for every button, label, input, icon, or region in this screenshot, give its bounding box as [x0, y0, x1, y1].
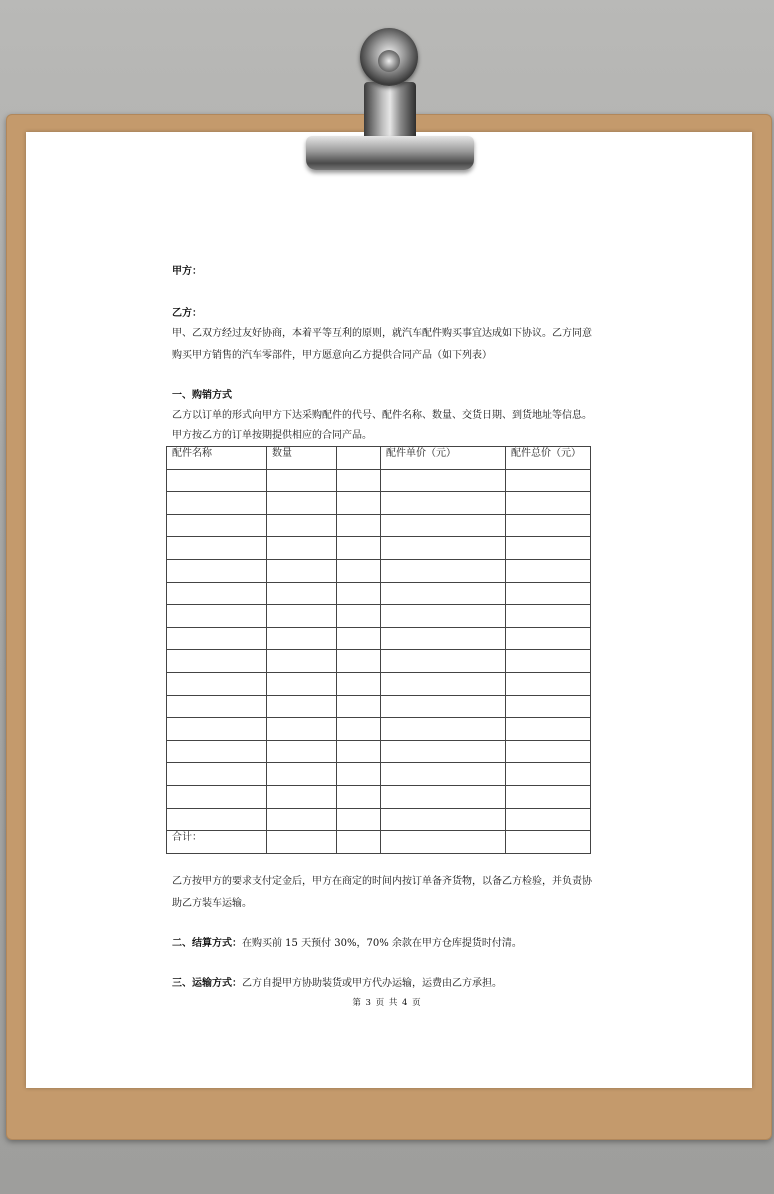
table-cell [337, 763, 381, 786]
table-row [167, 492, 591, 515]
table-cell [267, 559, 337, 582]
table-cell [381, 469, 506, 492]
table-cell [381, 582, 506, 605]
after-table-line-1: 乙方按甲方的要求支付定金后，甲方在商定的时间内按订单备齐货物，以备乙方检验，并负责协 [172, 876, 592, 887]
table-cell [267, 785, 337, 808]
table-row [167, 785, 591, 808]
table-cell [167, 514, 267, 537]
table-cell [381, 785, 506, 808]
table-cell [506, 672, 591, 695]
table-cell [381, 537, 506, 560]
table-cell [337, 650, 381, 673]
table-cell [506, 740, 591, 763]
table-row [167, 740, 591, 763]
table-cell [337, 582, 381, 605]
table-cell [337, 469, 381, 492]
table-cell [167, 650, 267, 673]
table-cell [506, 627, 591, 650]
table-cell [337, 672, 381, 695]
table-cell [337, 831, 381, 854]
table-cell [267, 627, 337, 650]
table-cell [167, 492, 267, 515]
table-row [167, 718, 591, 741]
table-cell [167, 740, 267, 763]
binder-clip [306, 136, 474, 170]
table-row [167, 537, 591, 560]
table-cell [337, 537, 381, 560]
table-row [167, 559, 591, 582]
table-row [167, 605, 591, 628]
header-total-price: 配件总价（元） [506, 447, 591, 470]
header-part-name: 配件名称 [167, 447, 267, 470]
table-cell [337, 492, 381, 515]
table-cell [267, 672, 337, 695]
table-cell [506, 514, 591, 537]
table-cell [337, 627, 381, 650]
table-cell [267, 514, 337, 537]
page-footer: 第 3 页 共 4 页 [352, 998, 422, 1008]
table-cell [267, 537, 337, 560]
table-cell [267, 582, 337, 605]
section2-title: 二、结算方式： [172, 938, 242, 949]
table-cell [337, 740, 381, 763]
table-cell [506, 763, 591, 786]
table-cell [267, 718, 337, 741]
table-cell [267, 740, 337, 763]
table-cell [506, 695, 591, 718]
table-cell [506, 559, 591, 582]
table-row [167, 469, 591, 492]
table-cell [381, 650, 506, 673]
section1-line-2: 甲方按乙方的订单按期提供相应的合同产品。 [172, 430, 372, 441]
table-cell [267, 605, 337, 628]
table-row [167, 672, 591, 695]
table-cell [167, 672, 267, 695]
table-cell [267, 650, 337, 673]
section2-text: 在购买前 15 天预付 30%，70% 余款在甲方仓库提货时付清。 [242, 938, 522, 949]
table-cell [267, 808, 337, 831]
table-cell [381, 695, 506, 718]
table-cell [381, 514, 506, 537]
table-row [167, 763, 591, 786]
header-blank [337, 447, 381, 470]
table-cell [337, 785, 381, 808]
table-cell [337, 808, 381, 831]
table-cell [167, 582, 267, 605]
header-unit-price: 配件单价（元） [381, 447, 506, 470]
table-cell [506, 605, 591, 628]
table-cell [506, 831, 591, 854]
section2 [172, 934, 604, 949]
table-row [167, 514, 591, 537]
table-cell [167, 559, 267, 582]
table-total-row [167, 831, 591, 854]
party-a-label: 甲方： [172, 266, 202, 277]
party-b-label: 乙方： [172, 308, 202, 319]
table-cell [381, 627, 506, 650]
table-cell [506, 537, 591, 560]
table-cell [381, 763, 506, 786]
table-cell [506, 650, 591, 673]
table-cell [167, 808, 267, 831]
table-cell [267, 492, 337, 515]
table-cell [167, 785, 267, 808]
table-cell [267, 763, 337, 786]
table-cell [167, 718, 267, 741]
section3-title: 三、运输方式： [172, 978, 242, 989]
header-quantity: 数量 [267, 447, 337, 470]
table-cell [381, 559, 506, 582]
table-cell [337, 695, 381, 718]
table-cell [167, 695, 267, 718]
section1-title: 一、购销方式 [172, 390, 232, 401]
table-cell [381, 740, 506, 763]
table-cell [337, 718, 381, 741]
table-row [167, 695, 591, 718]
table-cell [337, 605, 381, 628]
table-cell [337, 559, 381, 582]
table-cell [167, 763, 267, 786]
table-cell [381, 831, 506, 854]
table-row [167, 808, 591, 831]
table-cell [381, 492, 506, 515]
table-cell [381, 808, 506, 831]
table-cell [506, 469, 591, 492]
after-table-line-2: 助乙方装车运输。 [172, 898, 252, 909]
table-row [167, 650, 591, 673]
table-cell [506, 718, 591, 741]
section1-line-1: 乙方以订单的形式向甲方下达采购配件的代号、配件名称、数量、交货日期、到货地址等信息。 [172, 410, 592, 421]
table-cell [167, 537, 267, 560]
table-header-row [167, 447, 591, 470]
section3-text: 乙方自提甲方协助装货或甲方代办运输，运费由乙方承担。 [242, 978, 502, 989]
section3 [172, 974, 604, 989]
clip-neck [364, 82, 416, 140]
table-cell [167, 469, 267, 492]
table-cell [506, 785, 591, 808]
total-label: 合计： [167, 831, 267, 854]
table-cell [267, 695, 337, 718]
table-cell [267, 831, 337, 854]
table-cell [506, 492, 591, 515]
table-cell [506, 582, 591, 605]
table-cell [267, 469, 337, 492]
order-table [166, 446, 591, 854]
table-cell [381, 605, 506, 628]
table-cell [381, 718, 506, 741]
table-row [167, 627, 591, 650]
table-cell [167, 605, 267, 628]
table-cell [337, 514, 381, 537]
intro-line-1: 甲、乙双方经过友好协商，本着平等互利的原则，就汽车配件购买事宜达成如下协议。乙方同意 [172, 328, 592, 339]
table-cell [506, 808, 591, 831]
intro-line-2: 购买甲方销售的汽车零部件，甲方愿意向乙方提供合同产品（如下列表） [172, 350, 492, 361]
table-row [167, 582, 591, 605]
table-cell [167, 627, 267, 650]
clip-hole [378, 50, 400, 72]
table-cell [381, 672, 506, 695]
